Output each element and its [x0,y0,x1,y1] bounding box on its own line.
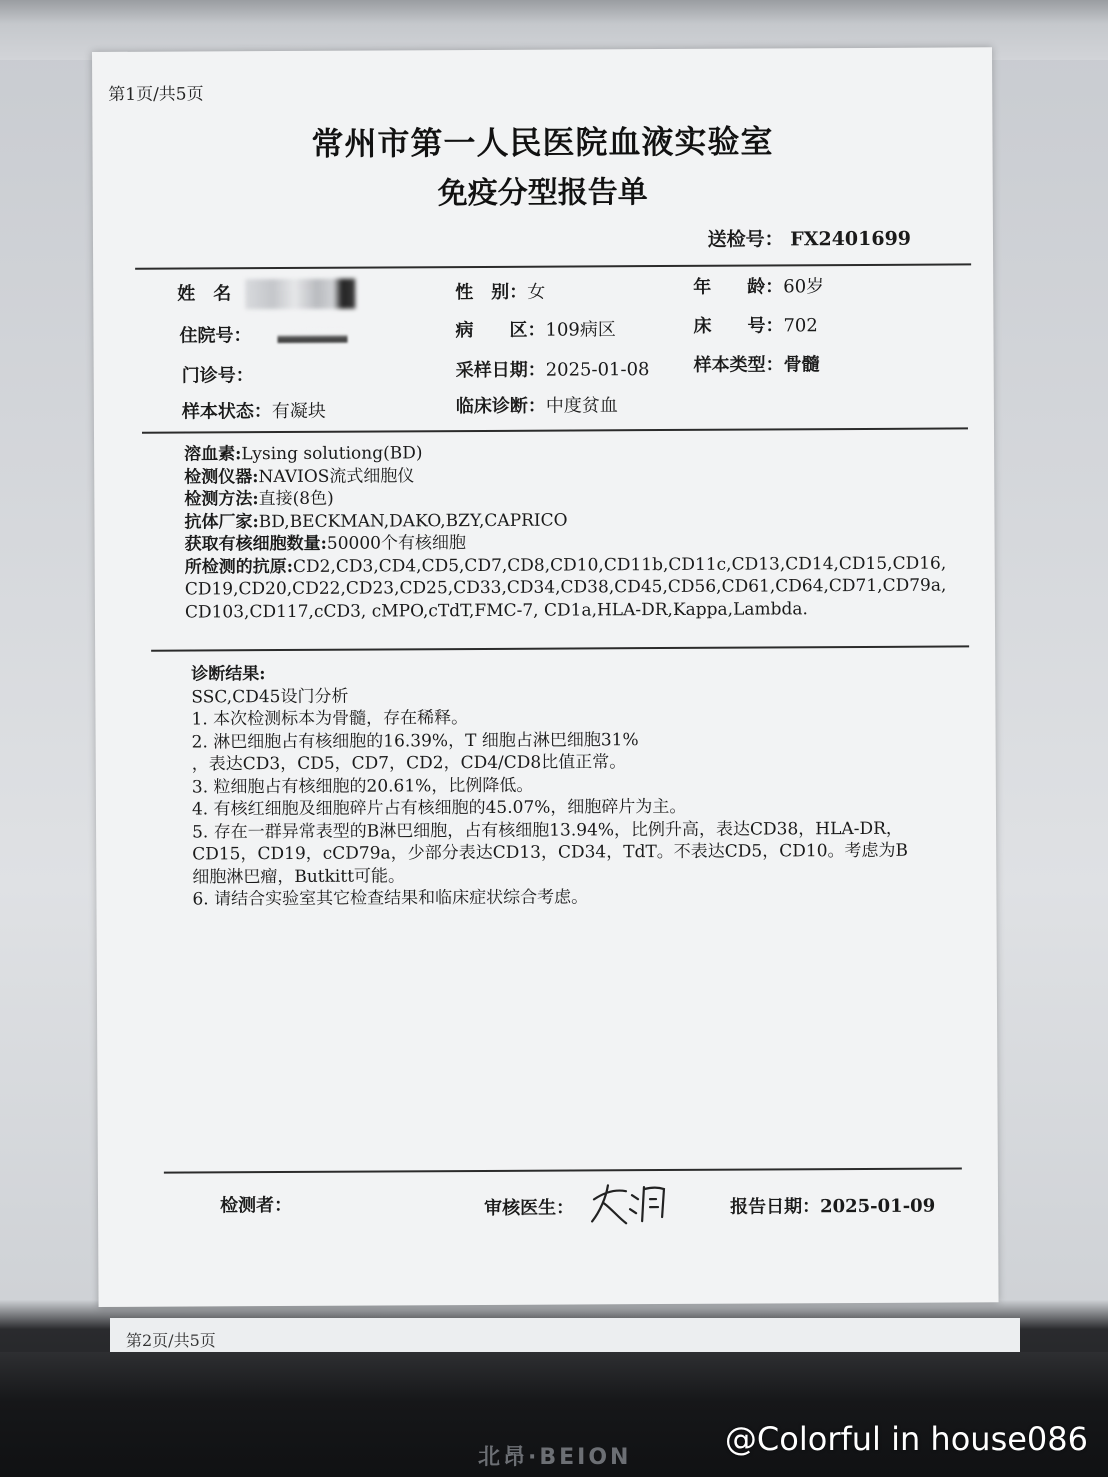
instrument-label: 检测仪器: [184,466,259,488]
watermark: @Colorful in house086 [724,1420,1088,1458]
sample-status-field [182,397,326,424]
gender-value: 女 [527,281,546,303]
clinical-diagnosis-value: 中度贫血 [545,395,618,417]
lysing-label: 溶血素: [184,444,242,465]
sample-type-value: 骨髓 [783,354,820,376]
antibody-label: 抗体厂家: [184,511,259,533]
sample-type-label: 样本类型： [693,354,784,376]
ward-field [455,315,615,342]
report-date-field [730,1192,935,1219]
bed-value: 702 [783,315,818,337]
age-label: 年 龄： [693,276,784,298]
tester-label: 检测者： [219,1194,293,1217]
reviewer-signature [586,1177,676,1227]
report-date-value: 2025-01-09 [820,1195,936,1218]
reviewer-label: 审核医生： [484,1197,575,1219]
monitor-brand-logo: 北昂·BEION [478,1445,632,1470]
hospital-title: 常州市第一人民医院血液实验室 [311,122,774,163]
divider-footer [164,1167,962,1173]
diagnosis-item: ，表达CD3，CD5，CD7，CD2，CD4/CD8比值正常。 [191,752,627,775]
page-indicator: 第1页/共5页 [108,84,204,105]
report-page [92,47,999,1307]
divider-method [142,427,968,433]
outpatient-field [182,361,254,387]
request-number-label: 送检号： [707,228,784,251]
diagnosis-item: 4. 有核红细胞及细胞碎片占有核细胞的45.07%，细胞碎片为主。 [191,796,687,820]
antigens-row [185,552,955,624]
sample-status-label: 样本状态： [181,401,272,423]
instrument-value: NAVIOS流式细胞仪 [258,465,415,487]
clinical-diagnosis-label: 临床诊断： [455,395,546,418]
diagnosis-item: 5. 存在一群异常表型的B淋巴细胞，占有核细胞13.94%，比例升高，表达CD38，HLA-DR，CD15，CD19，cCD79a，少部分表达CD13，CD34，TdT。不表达CD5，CD10。考虑为B细胞淋巴瘤，Butkitt可能。 [192,818,909,887]
request-number [707,224,911,252]
sample-status-value: 有凝块 [271,400,326,423]
ward-label: 病 区： [455,319,546,342]
diagnosis-heading: 诊断结果: [191,664,266,685]
sample-date-label: 采样日期： [455,359,546,382]
report-date-label: 报告日期： [730,1196,821,1218]
diagnosis-item: 2. 淋巴细胞占有核细胞的16.39%，T 细胞占淋巴细胞31% [191,729,639,752]
sample-date-field [456,355,650,382]
diagnosis-gating: SSC,CD45设门分析 [191,686,349,707]
tester-field [220,1191,292,1217]
method-label: 检测方法: [184,489,259,510]
reviewer-field [484,1193,574,1219]
ward-value: 109病区 [545,319,616,341]
diagnosis-item: 3. 粒细胞占有核细胞的20.61%，比例降低。 [191,775,534,797]
antigens-label: 所检测的抗原: [184,556,294,578]
age-value: 60岁 [783,276,825,298]
request-number-value: FX2401699 [790,227,912,251]
divider-diagnosis [151,645,969,651]
bed-label: 床 号： [693,315,784,337]
age-field [693,272,824,299]
method-value: 直接(8色) [258,488,334,510]
redacted-admission-no [277,329,347,343]
diagnosis-section [191,660,922,911]
report-title: 免疫分型报告单 [437,175,648,212]
admission-field [179,321,347,348]
outpatient-label: 门诊号： [181,365,254,387]
gender-field [455,278,545,304]
antigens-value: CD2,CD3,CD4,CD5,CD7,CD8,CD10,CD11b,CD11c,CD13,CD14,CD15,CD16,CD19,CD20,CD22,CD23,CD25,CD33,CD34,CD38,CD45,CD56,CD61,CD64,CD71,CD79a,CD103,CD117,cCD3, cMPO,cTdT,FMC-7, CD1a,HLA-DR,Kappa,Lambda. [184,553,947,623]
admission-label: 住院号： [179,325,252,347]
redacted-name [245,279,355,310]
patient-name-label: 姓 名 [177,283,232,305]
bed-field [693,311,817,338]
divider-top [135,263,971,269]
sample-type-field [694,350,820,377]
antibody-value: BD,BECKMAN,DAKO,BZY,CAPRICO [258,510,568,532]
clinical-diagnosis-field [456,391,618,418]
cell-count-value: 50000个有核细胞 [326,533,467,554]
method-section [184,439,955,623]
diagnosis-item: 6. 请结合实验室其它检查结果和临床症状综合考虑。 [192,887,589,910]
patient-name-field [177,279,355,310]
sample-date-value: 2025-01-08 [545,359,650,381]
diagnosis-item: 1. 本次检测标本为骨髓，存在稀释。 [191,708,469,730]
cell-count-label: 获取有核细胞数量: [184,533,327,555]
lysing-value: Lysing solutiong(BD) [241,443,423,465]
gender-label: 性 别： [455,281,528,304]
page2-indicator: 第2页/共5页 [126,1331,216,1350]
